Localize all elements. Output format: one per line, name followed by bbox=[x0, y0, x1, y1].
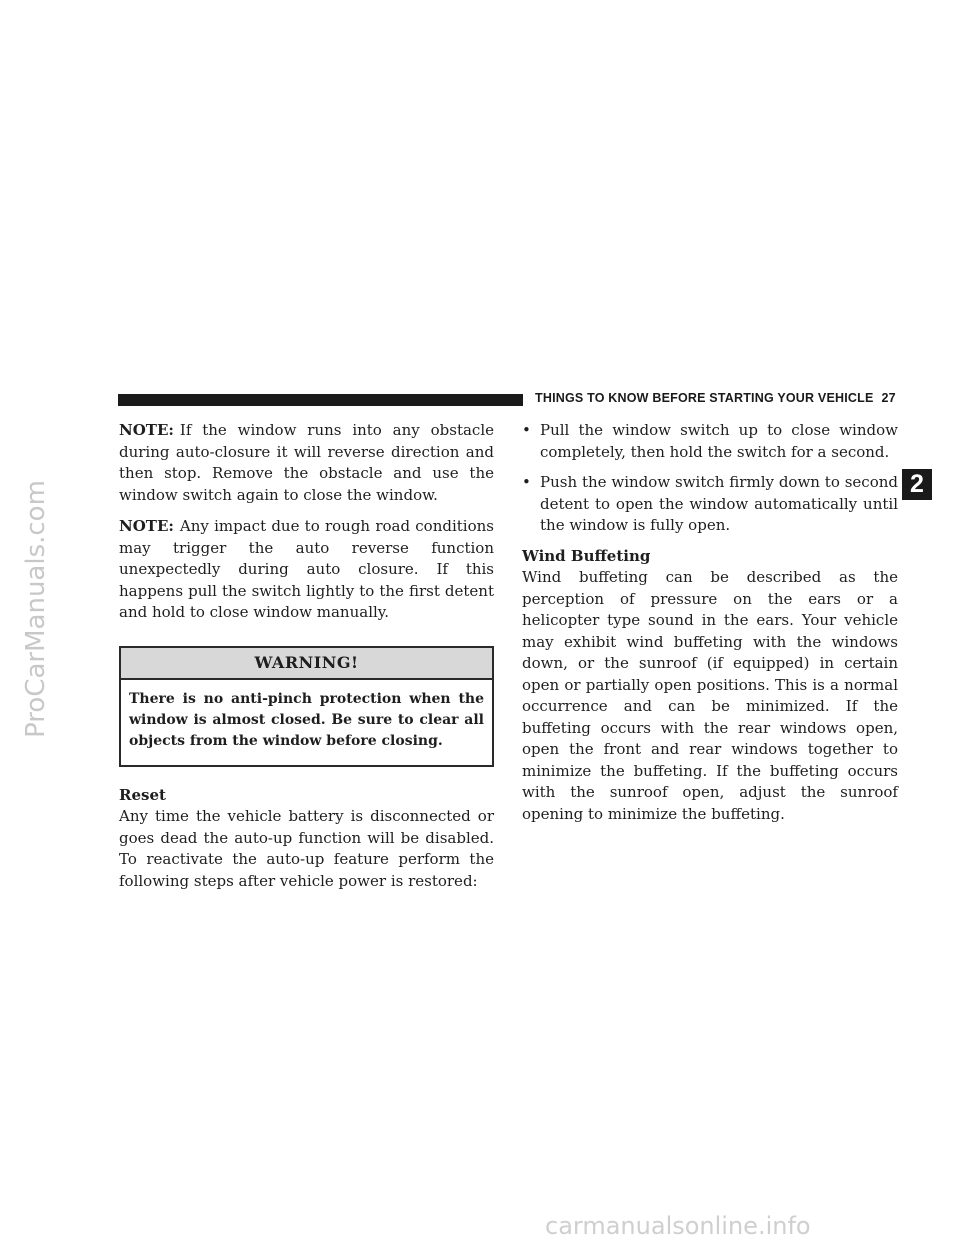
reset-heading: Reset bbox=[119, 785, 166, 804]
note-paragraph-1 bbox=[119, 420, 494, 506]
section-title: THINGS TO KNOW BEFORE STARTING YOUR VEHICLE bbox=[535, 391, 874, 405]
steps-list bbox=[522, 420, 898, 537]
watermark-side-text: ProCarManuals.com bbox=[21, 479, 51, 738]
note-label: NOTE: bbox=[119, 421, 174, 439]
reset-paragraph: Any time the vehicle battery is disconnected or goes dead the auto-up function will be disabled. To reactivate the auto-up feature perform the following steps after vehicle power is restored: bbox=[119, 807, 494, 890]
wind-buffeting-heading: Wind Buffeting bbox=[522, 546, 651, 565]
warning-body: There is no anti-pinch protection when the window is almost closed. Be sure to clear all objects from the window before closing. bbox=[129, 690, 484, 749]
warning-title: WARNING! bbox=[121, 648, 492, 680]
list-item bbox=[522, 420, 898, 463]
wind-buffeting-paragraph: Wind buffeting can be described as the perception of pressure on the ears or a helicopter type sound in the ears. Your vehicle may exhibit wind buffeting with the windows down, or the sunroof (if equipped) in certain open or partially open positions. This is a normal occurrence and can be minimized. If the buffeting occurs with the rear windows open, open the front and rear windows together to minimize the buffeting. If the buffeting occurs with the sunroof open, adjust the sunroof opening to minimize the buffeting. bbox=[522, 568, 898, 823]
header-rule bbox=[118, 394, 523, 406]
running-header bbox=[535, 391, 896, 405]
page-number: 27 bbox=[881, 391, 896, 405]
list-item-text: Push the window switch firmly down to second detent to open the window automatically until the window is fully open. bbox=[540, 473, 898, 534]
note-text: If the window runs into any obstacle during auto-closure it will reverse direction and then stop. Remove the obstacle and use the window switch again to close the window. bbox=[119, 421, 494, 504]
bullet-symbol: • bbox=[522, 421, 531, 439]
note-paragraph-2 bbox=[119, 516, 494, 624]
chapter-tab: 2 bbox=[902, 469, 932, 500]
list-item-text: Pull the window switch up to close window completely, then hold the switch for a second. bbox=[540, 421, 898, 461]
right-column bbox=[522, 420, 898, 835]
left-column bbox=[119, 420, 494, 902]
watermark-side bbox=[6, 0, 66, 1242]
list-item bbox=[522, 472, 898, 537]
note-label: NOTE: bbox=[119, 517, 174, 535]
warning-box bbox=[119, 646, 494, 767]
note-text: Any impact due to rough road conditions may trigger the auto reverse function unexpectedly during auto closure. If this happens pull the switch lightly to the first detent and hold to close window manually. bbox=[119, 517, 494, 621]
watermark-bottom: carmanualsonline.info bbox=[545, 1212, 811, 1240]
bullet-symbol: • bbox=[522, 473, 531, 491]
